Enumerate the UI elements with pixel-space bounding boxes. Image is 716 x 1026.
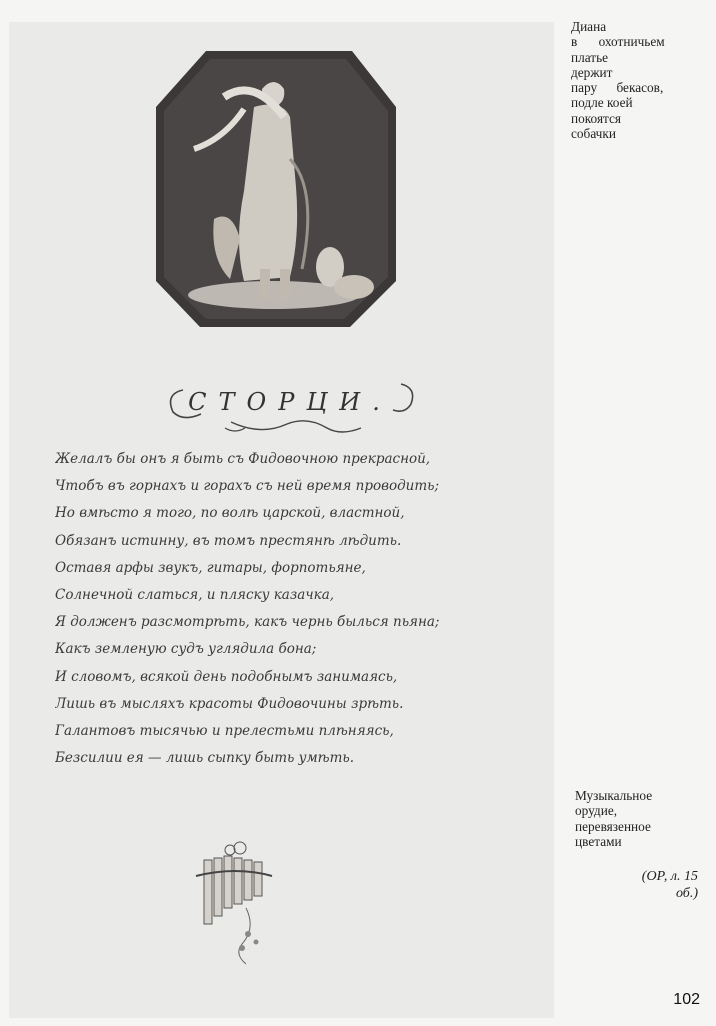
poem-line: Солнечной слаться, и пляску казачка,: [55, 587, 335, 604]
poem-title-cartouche: [135, 362, 425, 442]
caption-line: держит: [571, 64, 613, 80]
caption-instrument: [575, 788, 705, 849]
caption-line: платье: [571, 49, 609, 65]
poem-line: Но вмѣсто я того, по волѣ царской, властной,: [55, 505, 405, 522]
source-reference: [642, 868, 698, 902]
reference-line: об.): [675, 886, 698, 901]
caption-line: подле коей: [571, 95, 633, 111]
poem-line: Галантовъ тысячью и прелестьми плѣняясь,: [55, 723, 394, 740]
poem-line: Оставя арфы звукъ, гитары, форпотьяне,: [55, 559, 366, 576]
diana-cameo-illustration: [154, 49, 398, 329]
poem-line: Обязанъ истинну, въ томъ престянѣ лѣдить.: [55, 532, 402, 549]
poem-title: СТОРЦИ.: [188, 388, 392, 416]
caption-line: Музыкальное: [575, 788, 653, 803]
caption-line: цветами: [575, 833, 622, 849]
poem-line: Какъ земленую судъ углядила бона;: [55, 641, 317, 658]
poem-line: Я долженъ разсмотрѣть, какъ чернь былься пьяна;: [55, 614, 440, 631]
poem-line: Безсилии ея — лишь сыпку быть умѣть.: [55, 750, 355, 767]
caption-line: покоятся: [571, 110, 622, 126]
poem-line: И словомъ, всякой день подобнымъ занимаясь,: [55, 668, 398, 685]
reference-line: (ОР, л. 15: [641, 869, 698, 884]
caption-line: орудие,: [575, 803, 618, 819]
poem-line: Лишь въ мысляхъ красоты Фидовочины зрѣть.: [55, 695, 404, 712]
caption-line: Диана: [571, 19, 607, 34]
caption-line: пару бекасов,: [571, 80, 664, 96]
caption-diana: [571, 19, 697, 141]
caption-line: в охотничьем: [571, 34, 665, 50]
poem-line: Желалъ бы онъ я быть съ Фидовочною прекрасной,: [55, 451, 431, 467]
caption-line: собачки: [571, 126, 616, 142]
poem-line: Чтобъ въ горнахъ и горахъ съ ней время проводить;: [55, 478, 440, 495]
caption-line: перевязенное: [575, 818, 651, 834]
poem-text: [55, 446, 505, 772]
page-number: 102: [673, 991, 700, 1008]
pan-pipes-illustration: [186, 838, 286, 968]
